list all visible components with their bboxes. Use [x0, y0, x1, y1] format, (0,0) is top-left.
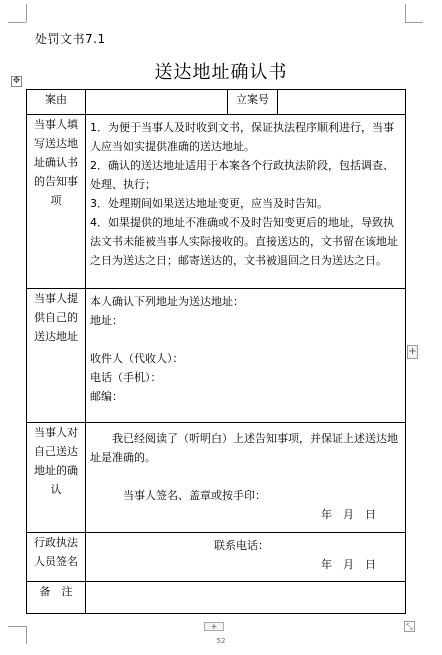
add-row-icon[interactable]: + — [204, 622, 224, 631]
crop-mark-top-left-v — [26, 4, 27, 22]
crop-mark-top-right-v — [405, 4, 406, 22]
crop-mark-top-right-h — [405, 22, 423, 23]
address-confirmation-table — [26, 89, 406, 614]
confirmation-content — [86, 423, 406, 533]
remarks-value-cell[interactable] — [86, 582, 406, 614]
officer-date[interactable]: 年 月 日 — [321, 558, 376, 571]
address-content[interactable] — [86, 289, 406, 423]
remarks-label: 备 注 — [27, 582, 86, 614]
case-number-label: 立案号 — [228, 90, 278, 115]
crop-mark-top-left-h — [8, 22, 26, 23]
add-column-icon[interactable]: + — [408, 346, 417, 357]
address-label: 当事人提供自己的送达地址 — [27, 289, 86, 423]
officer-content — [86, 533, 406, 582]
notice-item-4: 4．如果提供的地址不准确或不及时告知变更后的地址，导致执法文书未能被当事人实际接收的。直接送达的，文书留在该地址之日为送达之日；邮寄送达的，文书被退回之日为送达之日。 — [90, 216, 398, 267]
confirmation-label: 当事人对自己送达地址的确认 — [27, 423, 86, 533]
confirmation-row — [27, 423, 406, 533]
case-value-cell[interactable] — [86, 90, 228, 115]
address-row — [27, 289, 406, 423]
officer-row — [27, 533, 406, 582]
notice-content — [86, 115, 406, 289]
case-row — [27, 90, 406, 115]
case-number-value-cell[interactable] — [278, 90, 406, 115]
notice-row — [27, 115, 406, 289]
phone-field[interactable]: 电话（手机）： — [90, 371, 162, 384]
confirmation-spacer — [90, 467, 402, 486]
address-spacer — [90, 330, 402, 349]
table-move-handle-icon[interactable]: ✥ — [12, 76, 21, 86]
remarks-row — [27, 582, 406, 614]
document-title: 送达地址确认书 — [154, 62, 288, 83]
signature-prompt[interactable]: 当事人签名、盖章或按手印： — [123, 489, 266, 502]
page-number: 52 — [216, 637, 226, 645]
crop-mark-bottom-left-h — [8, 626, 26, 627]
address-confirm-line: 本人确认下列地址为送达地址： — [90, 295, 244, 308]
notice-label: 当事人填写送达地址确认书的告知事项 — [27, 115, 86, 289]
case-label: 案由 — [27, 90, 86, 115]
confirmation-statement: 我已经阅读了（听明白）上述告知事项，并保证上述送达地址是准确的。 — [90, 432, 398, 464]
postcode-field[interactable]: 邮编： — [90, 390, 123, 403]
confirmation-date[interactable]: 年 月 日 — [321, 508, 376, 521]
table-resize-icon[interactable]: ⤡ — [404, 621, 415, 632]
notice-item-1: 1．为便于当事人及时收到文书，保证执法程序顺利进行，当事人应当如实提供准确的送达地址。 — [90, 121, 394, 153]
address-field[interactable]: 地址： — [90, 314, 123, 327]
officer-label: 行政执法人员签名 — [27, 533, 86, 582]
notice-item-3: 3．处理期间如果送达地址变更，应当及时告知。 — [90, 197, 328, 210]
contact-phone-field[interactable]: 联系电话： — [214, 539, 269, 552]
recipient-field[interactable]: 收件人（代收人）： — [90, 352, 184, 365]
notice-item-2: 2．确认的送达地址适用于本案各个行政执法阶段，包括调查、处理、执行； — [90, 159, 394, 191]
document-code: 处罚文书7.1 — [35, 32, 106, 46]
